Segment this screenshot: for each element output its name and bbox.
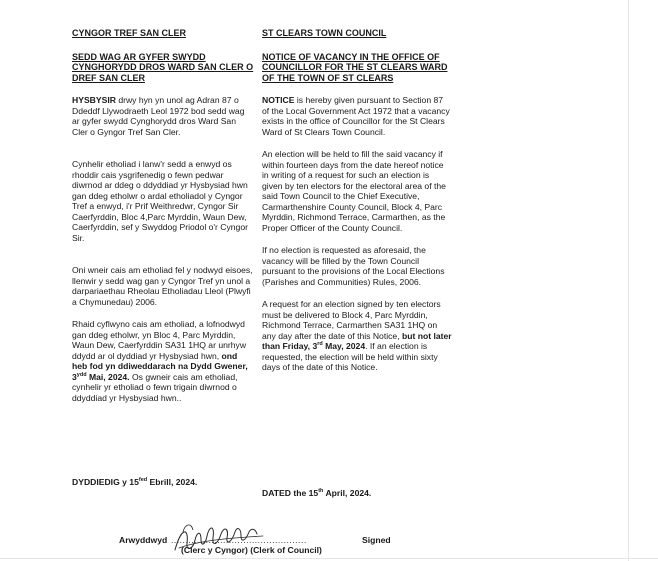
welsh-column (72, 28, 254, 403)
english-paragraph-2: An election will be held to fill the said vacancy if within fourteen days from the date hereof notice in writing of a request for such an election is given by ten electors for the electoral area of the said Town Council to the Chief Executive, Carmarthenshire County Council, Block 4, Parc Myrddin, Richmond Terrace, Carmarthen, as the Proper Officer of the County Council. (262, 149, 446, 233)
welsh-p4-b: ond heb fod yn ddiweddarach na Dydd Gwener, 3 (72, 350, 248, 382)
english-p1-rest: is hereby given pursuant to Section 87 of the Local Government Act 1972 that a vacancy exists in the office of Councillor for the St Clears Ward of St Clears Town Council. (262, 95, 450, 137)
english-paragraph-3: If no election is requested as aforesaid, the vacancy will be filled by the Town Council pursuant to the provisions of the Local Elections (Parishes and Communities) Rules, 2006. (262, 245, 445, 287)
welsh-paragraph-4 (72, 319, 254, 403)
page-edge-bottom (0, 558, 658, 559)
signed-label-welsh: Arwyddwyd (119, 535, 168, 545)
signature-dotted-line: ............................................... (171, 535, 307, 545)
english-p4-sup: rd (317, 341, 323, 348)
english-subheading: NOTICE OF VACANCY IN THE OFFICE OF COUNCILLOR FOR THE ST CLEARS WARD OF THE TOWN OF ST CLEARS (262, 51, 448, 83)
welsh-p4-d: Os gwneir cais am etholiad, cynhelir yr etholiad o fewn trigain diwrnod o ddyddiad yr Hysbysiad hwn.. (72, 371, 238, 403)
welsh-p1-rest: drwy hyn yn unol ag Adran 87 o Ddeddf Llywodraeth Leol 1972 bod sedd wag ar gyfer swydd Cynghorydd dros Ward San Cler o Gyngor Tref San Cler. (72, 95, 245, 137)
welsh-subheading: SEDD WAG AR GYFER SWYDD CYNGHORYDD DROS WARD SAN CLER O DREF SAN CLER (72, 51, 254, 83)
welsh-p4-sup: ydd (76, 371, 87, 378)
welsh-p4-a: Rhaid cyflwyno cais am etholiad, a lofnodwyd gan ddeg etholwr, yn Bloc 4, Parc Myrddin, Waun Dew, Caerfyrddin SA31 1HQ ar unrhyw ddydd ar ol dyddiad yr Hysbysiad hwn, (72, 319, 247, 361)
welsh-date-line (72, 477, 197, 487)
english-date-b: April, 2024. (323, 488, 372, 498)
english-header: ST CLEARS TOWN COUNCIL (262, 28, 387, 38)
english-column (262, 28, 452, 373)
welsh-date-b: Ebrill, 2024. (147, 477, 198, 487)
english-paragraph-4 (262, 299, 452, 373)
signature-caption: (Clerc y Cyngor) (Clerk of Council) (181, 545, 322, 555)
english-p1-bold: NOTICE (262, 95, 295, 105)
english-p4-a: A request for an election signed by ten electors must be delivered to Block 4, Parc Myrddin, Richmond Terrace, Carmarthen SA31 1HQ on any day after the date of this Notice, (262, 299, 441, 341)
english-date-a: DATED the 15 (262, 488, 319, 498)
english-date-sup: th (318, 488, 324, 495)
welsh-paragraph-2: Cynhelir etholiad i lanw'r sedd a enwyd os rhoddir cais ysgrifenedig o fewn pedwar diwrnod ar ddeg o ddyddiad yr Hysbysiad hwn gan ddeg etholwr o ardal etholiadol y Cyngor Tref a enwyd, i'r Prif Weithredwr, Cyngor Sir Caerfyrddin, Bloc 4,Parc Myrddin, Waun Dew, Caerfyrddin, sef y Swyddog Priodol o'r Cyngor Sir. (72, 159, 248, 243)
english-p4-c: May, 2024 (322, 341, 366, 351)
welsh-paragraph-1 (72, 95, 254, 137)
english-p4-b: but not later than Friday, 3 (262, 330, 452, 351)
signed-label-english: Signed (362, 535, 391, 545)
welsh-p4-c: Mai, 2024. (86, 371, 130, 382)
welsh-header: CYNGOR TREF SAN CLER (72, 28, 187, 38)
welsh-paragraph-3: Oni wneir cais am etholiad fel y nodwyd eisoes, llenwir y sedd wag gan y Cyngor Tref yn unol a darpariaethau Rheolau Etholiadau Lleol (Plwyfi a Chymunedau) 2006. (72, 265, 253, 307)
welsh-p1-bold: HYSBYSIR (72, 95, 116, 105)
english-paragraph-1 (262, 95, 452, 137)
welsh-date-sup: fed (138, 477, 148, 484)
handwritten-signature-icon (171, 520, 271, 554)
english-date-line (262, 488, 371, 498)
welsh-date-a: DYDDIEDIG y 15 (72, 477, 139, 487)
english-p4-d: . If an election is requested, the election will be held within sixty days of the date of this Notice. (262, 341, 438, 372)
page-edge-right (628, 0, 629, 561)
